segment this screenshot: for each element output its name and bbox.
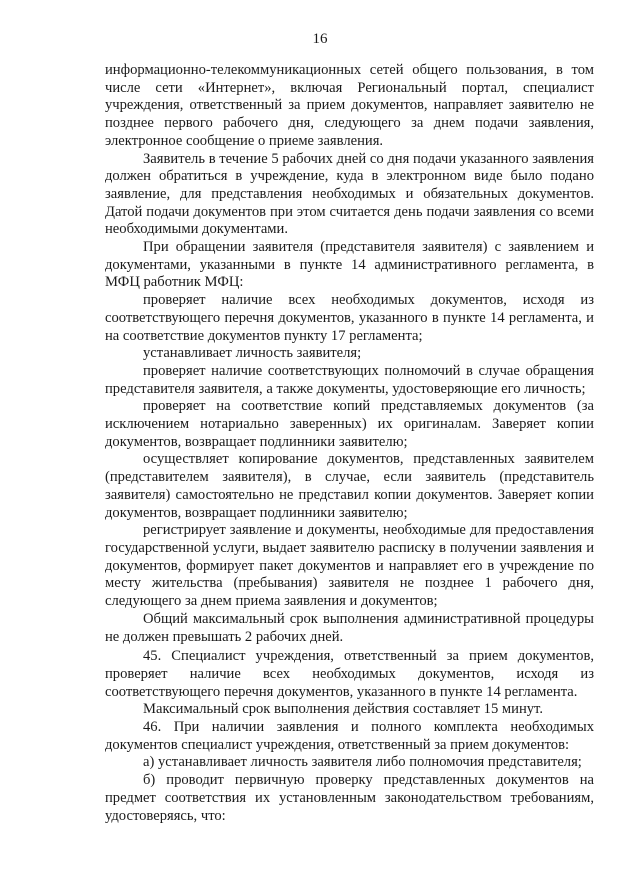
paragraph: Заявитель в течение 5 рабочих дней со дня подачи указанного заявления должен обратиться в учреждение, куда в электронном виде было подано заявление, для представления необходимых и обязательных документов. Датой подачи документов при этом считается день подачи заявления со всеми необходимыми документами. xyxy=(105,150,594,238)
list-paragraph: осуществляет копирование документов, представленных заявителем (представителем заявителя), в случае, если заявитель (представитель заявителя) самостоятельно не представил копии документов. Заверяет копии документов, возвращает подлинники заявителю; xyxy=(105,451,594,521)
list-paragraph: регистрирует заявление и документы, необходимые для предоставления государственной услуги, выдает заявителю расписку в получении заявления и документов, формирует пакет документов и направляет его в учреждение по месту жительства (пребывания) заявителя не позднее 1 рабочего дня, следующего за днем приема заявления и документов; xyxy=(105,522,594,610)
list-paragraph: проверяет наличие всех необходимых документов, исходя из соответствующего перечня документов, указанного в пункте 14 регламента, и на соответствие документов пункту 17 регламента; xyxy=(105,292,594,344)
paragraph: При обращении заявителя (представителя заявителя) с заявлением и документами, указанными в пункте 14 административного регламента, в МФЦ работник МФЦ: xyxy=(105,239,594,291)
subclause-b: б) проводит первичную проверку представленных документов на предмет соответствия их установленным законодательством требованиям, удостоверяясь, что: xyxy=(105,772,594,824)
list-paragraph: устанавливает личность заявителя; xyxy=(143,345,362,362)
paragraph: Общий максимальный срок выполнения административной процедуры не должен превышать 2 рабочих дней. xyxy=(105,610,594,645)
paragraph: Максимальный срок выполнения действия составляет 15 минут. xyxy=(143,701,543,718)
subclause-a: а) устанавливает личность заявителя либо полномочия представителя; xyxy=(143,754,582,771)
list-paragraph: проверяет наличие соответствующих полномочий в случае обращения представителя заявителя, а также документы, удостоверяющие его личность; xyxy=(105,362,594,397)
document-body xyxy=(105,62,594,825)
page-number: 16 xyxy=(312,31,328,47)
list-paragraph: проверяет на соответствие копий представляемых документов (за исключением нотариально заверенных) их оригиналам. Заверяет копии документов, возвращает подлинники заявителю; xyxy=(105,398,594,450)
clause-45: 45. Специалист учреждения, ответственный за прием документов, проверяет наличие всех необходимых документов, исходя из соответствующего перечня документов, указанного в пункте 14 регламента. xyxy=(105,648,594,700)
clause-46: 46. При наличии заявления и полного комплекта необходимых документов специалист учреждения, ответственный за прием документов: xyxy=(105,719,594,753)
paragraph: информационно-телекоммуникационных сетей общего пользования, в том числе сети «Интернет», включая Региональный портал, специалист учреждения, ответственный за прием документов, направляет заявителю не позднее первого рабочего дня, следующего за днем подачи заявления, электронное сообщение о приеме заявления. xyxy=(105,62,594,149)
